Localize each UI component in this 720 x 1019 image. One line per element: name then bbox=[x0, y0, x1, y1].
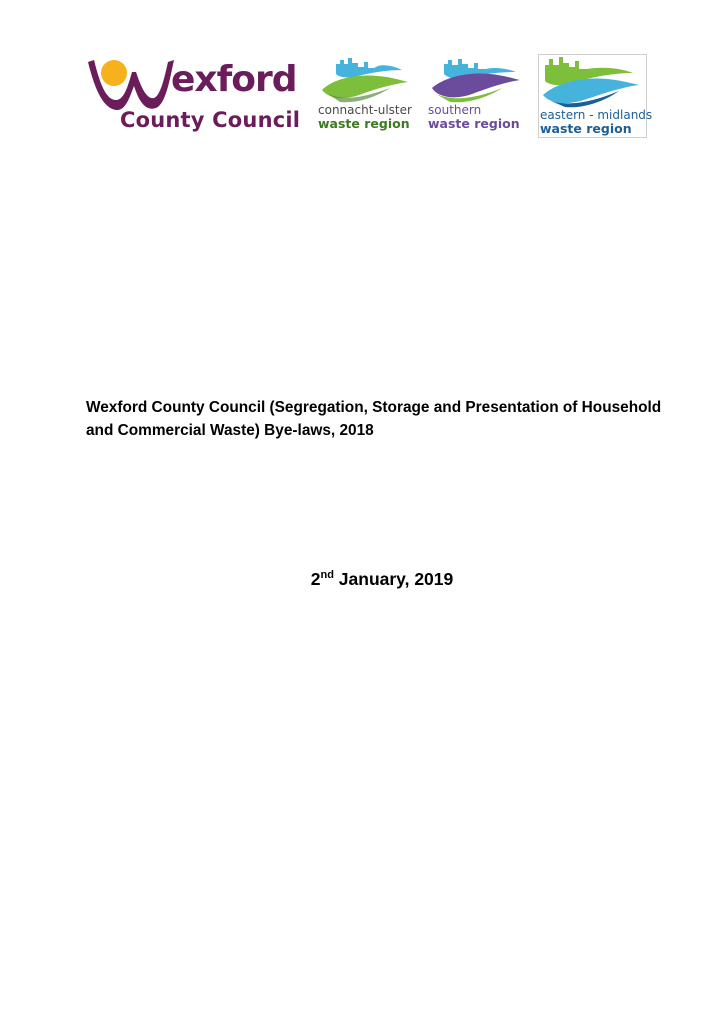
document-title: Wexford County Council (Segregation, Storage and Presentation of Household and Commercial Waste) Bye-laws, 2018 bbox=[86, 399, 662, 439]
southern-wave-icon bbox=[428, 58, 520, 102]
connacht-ulster-wave-icon bbox=[318, 58, 410, 102]
eastern-midlands-logo-line2: waste region bbox=[540, 121, 632, 136]
date-day: 2 bbox=[310, 569, 321, 589]
eastern-midlands-wave-icon bbox=[539, 55, 643, 107]
connacht-ulster-logo-line1: connacht-ulster bbox=[318, 103, 412, 117]
southern-logo-line2: waste region bbox=[428, 116, 520, 131]
date-rest: January, 2019 bbox=[333, 569, 454, 589]
wexford-w-mark-icon bbox=[86, 56, 176, 116]
wexford-county-council-logo bbox=[86, 56, 301, 136]
connacht-ulster-waste-region-logo bbox=[318, 58, 430, 142]
southern-logo-line1: southern bbox=[428, 103, 482, 117]
document-date bbox=[0, 568, 720, 590]
date-ordinal-suffix: nd bbox=[320, 569, 334, 581]
wexford-logo-subtitle: County Council bbox=[120, 108, 301, 132]
header-logo-row bbox=[0, 0, 720, 150]
connacht-ulster-logo-line2: waste region bbox=[318, 116, 410, 131]
southern-waste-region-logo bbox=[428, 58, 540, 142]
eastern-midlands-waste-region-logo bbox=[538, 54, 653, 138]
eastern-midlands-logo-line1: eastern - midlands bbox=[540, 108, 653, 122]
wexford-logo-word: exford bbox=[171, 59, 297, 100]
